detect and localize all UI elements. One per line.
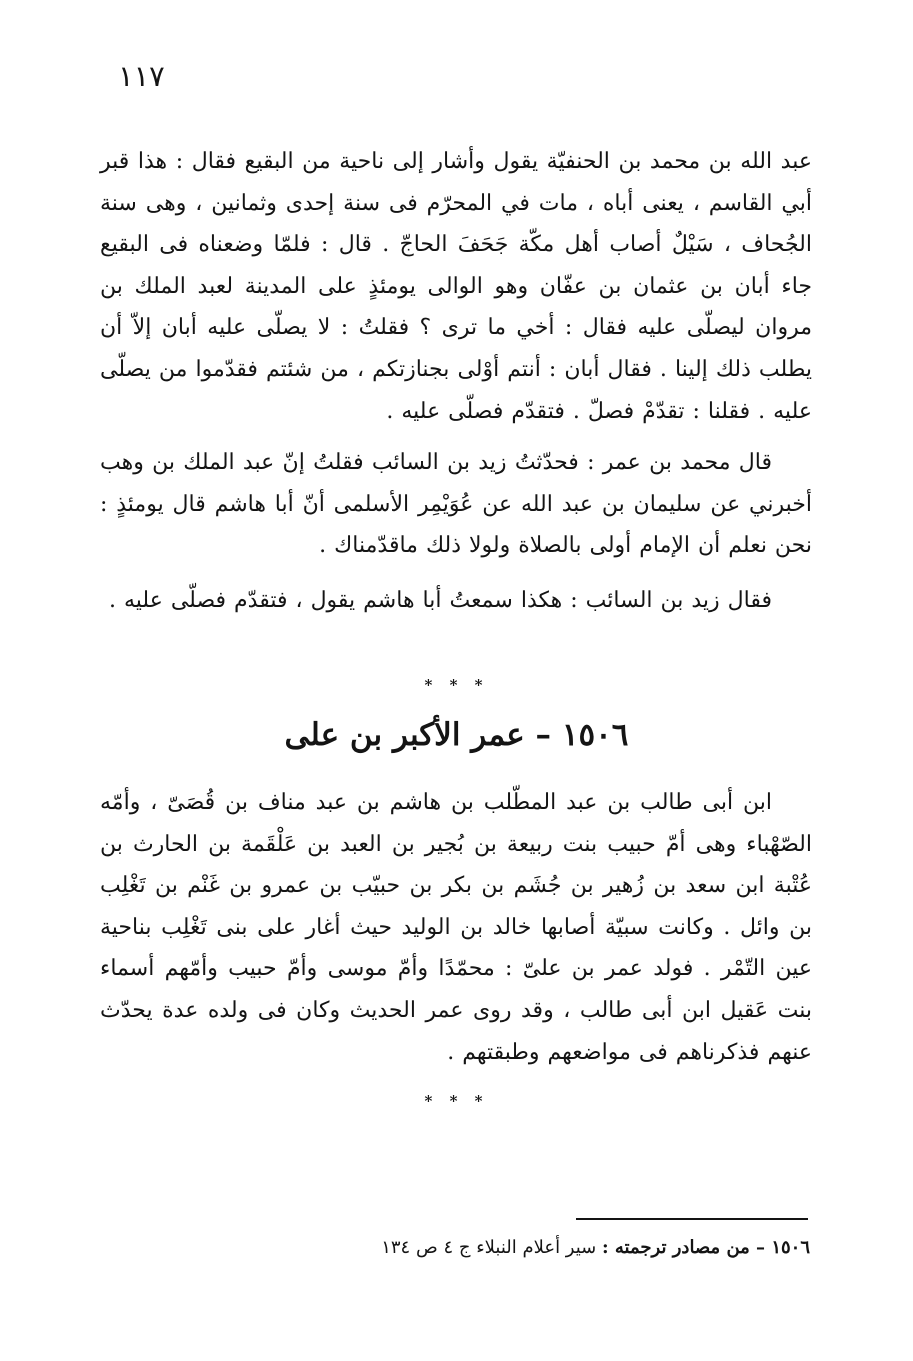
section-separator: * * * [424, 1092, 489, 1110]
body-paragraph: قال محمد بن عمر : فحدّثتُ زيد بن السائب فقلتُ إنّ عبد الملك بن وهب أخبرني عن سليمان بن عبد الله عن عُوَيْمِر الأسلمى أنّ أبا هاشم قال يومئذٍ : نحن نعلم أن الإمام أولى بالصلاة ولولا ذلك ماقدّمناك . [100, 450, 812, 559]
footnote [381, 1233, 810, 1263]
footnote-divider [576, 1218, 808, 1220]
page-number: ١١٧ [118, 59, 165, 93]
footnote-text: سير أعلام النبلاء ج ٤ ص ١٣٤ [381, 1237, 597, 1258]
body-paragraph: عبد الله بن محمد بن الحنفيّة يقول وأشار إلى ناحية من البقيع فقال : هذا قبر أبي القاسم ، يعنى أباه ، مات في المحرّم فى سنة إحدى وثمانين ، وهى سنة الجُحاف ، سَيْلٌ أصاب أهل مكّة جَحَفَ الحاجّ . قال : فلمّا وضعناه فى البقيع جاء أبان بن عثمان بن عفّان وهو الوالى يومئذٍ على المدينة لعبد الملك بن مروان ليصلّى عليه فقال : أخي ما ترى ؟ فقلتُ : لا يصلّى عليه أبان إلاّ أن يطلب ذلك إلينا . فقال أبان : أنتم أوْلى بجنازتكم ، من شئتم فقدّموا من يصلّى عليه . فقلنا : تقدّمْ فصلّ . فتقدّم فصلّى عليه . [100, 149, 813, 424]
footnote-label: ١٥٠٦ – من مصادر ترجمته : [602, 1237, 810, 1258]
section-heading: ١٥٠٦ – عمر الأكبر بن على [284, 717, 629, 753]
section-body-paragraph: ابن أبى طالب بن عبد المطّلب بن هاشم بن عبد مناف بن قُصَىّ ، وأمّه الصّهْباء وهى أمّ حبيب بنت ربيعة بن بُجير بن العبد بن عَلْقَمة بن الحارث بن عُتْبة ابن سعد بن زُهير بن جُشَم بن بكر بن حبيّب بن عمرو بن غَنْم بن تَغْلِب بن وائل . وكانت سبيّة أصابها خالد بن الوليد حيث أغار على بنى تَغْلِب بناحية عين التّمْر . فولد عمر بن علىّ : محمّدًا وأمّ موسى وأمّ حبيب وأمّهم أسماء بنت عَقيل ابن أبى طالب ، وقد روى عمر الحديث وكان فى ولده عدة يحدّث عنهم فذكرناهم فى مواضعهم وطبقتهم . [100, 790, 812, 1065]
body-paragraph: فقال زيد بن السائب : هكذا سمعتُ أبا هاشم يقول ، فتقدّم فصلّى عليه . [109, 588, 772, 613]
section-separator: * * * [424, 676, 489, 694]
